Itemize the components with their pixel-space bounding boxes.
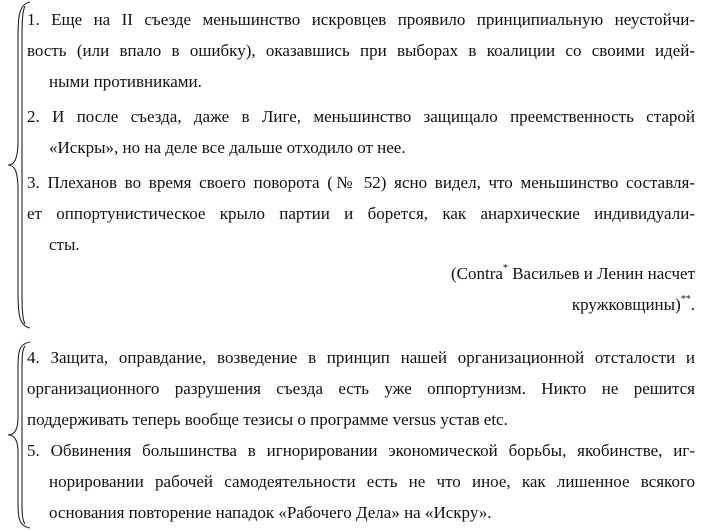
- thesis-4-line-2: организационного разрушения съезда есть уже оппортунизм. Никто не решится: [27, 379, 695, 398]
- thesis-1-line-1: 1. Еще на II съезде меньшинство искровцев проявило принципиальную неустойчи-: [27, 10, 695, 29]
- thesis-group-2: [0, 340, 705, 530]
- thesis-1: [27, 4, 695, 97]
- thesis-3-line-3: сты.: [49, 235, 80, 254]
- thesis-1-line-2: вость (или впало в ошибку), оказавшись при выборах в коалиции со своими идей-: [27, 41, 695, 60]
- thesis-2: [27, 101, 695, 163]
- thesis-5-line-2: норировании рабочей самодеятельности есть не что иное, как лишенное всякого: [49, 472, 695, 491]
- margin-note-text-2b: .: [690, 295, 695, 314]
- thesis-4-line-3: поддерживать теперь вообще тезисы о программе versus устав etc.: [27, 410, 508, 429]
- margin-note: [365, 258, 695, 320]
- thesis-3: [27, 167, 695, 260]
- thesis-5: [27, 435, 695, 528]
- margin-note-text-1b: Васильев и Ленин насчет: [507, 264, 695, 283]
- thesis-5-line-1: 5. Обвинения большинства в игнорировании экономической борьбы, якобинстве, иг-: [27, 441, 695, 460]
- margin-note-line-2: [365, 289, 695, 320]
- thesis-2-line-1: 2. И после съезда, даже в Лиге, меньшинство защищало преемственность старой: [27, 107, 695, 126]
- thesis-2-line-2: «Искры», но на деле все дальше отходило от нее.: [49, 138, 406, 157]
- margin-note-line-1: [365, 258, 695, 289]
- footnote-mark-2: **: [680, 294, 691, 305]
- thesis-3-line-1: 3. Плеханов во время своего поворота (№ 52) ясно видел, что меньшинство составля-: [27, 173, 695, 192]
- margin-note-text-2: кружковщины): [571, 295, 681, 314]
- thesis-1-line-3: ными противниками.: [49, 72, 202, 91]
- thesis-5-line-3: основания повторение нападок «Рабочего Дела» на «Искру».: [49, 503, 492, 522]
- thesis-4: [27, 342, 695, 435]
- thesis-4-line-1: 4. Защита, оправдание, возведение в принцип нашей организационной отсталости и: [27, 348, 695, 367]
- footnote-mark-1: *: [502, 263, 508, 274]
- thesis-3-line-2: ет оппортунистическое крыло партии и борется, как анархические индивидуали-: [27, 204, 695, 223]
- margin-note-text-1: (Contra: [451, 264, 503, 283]
